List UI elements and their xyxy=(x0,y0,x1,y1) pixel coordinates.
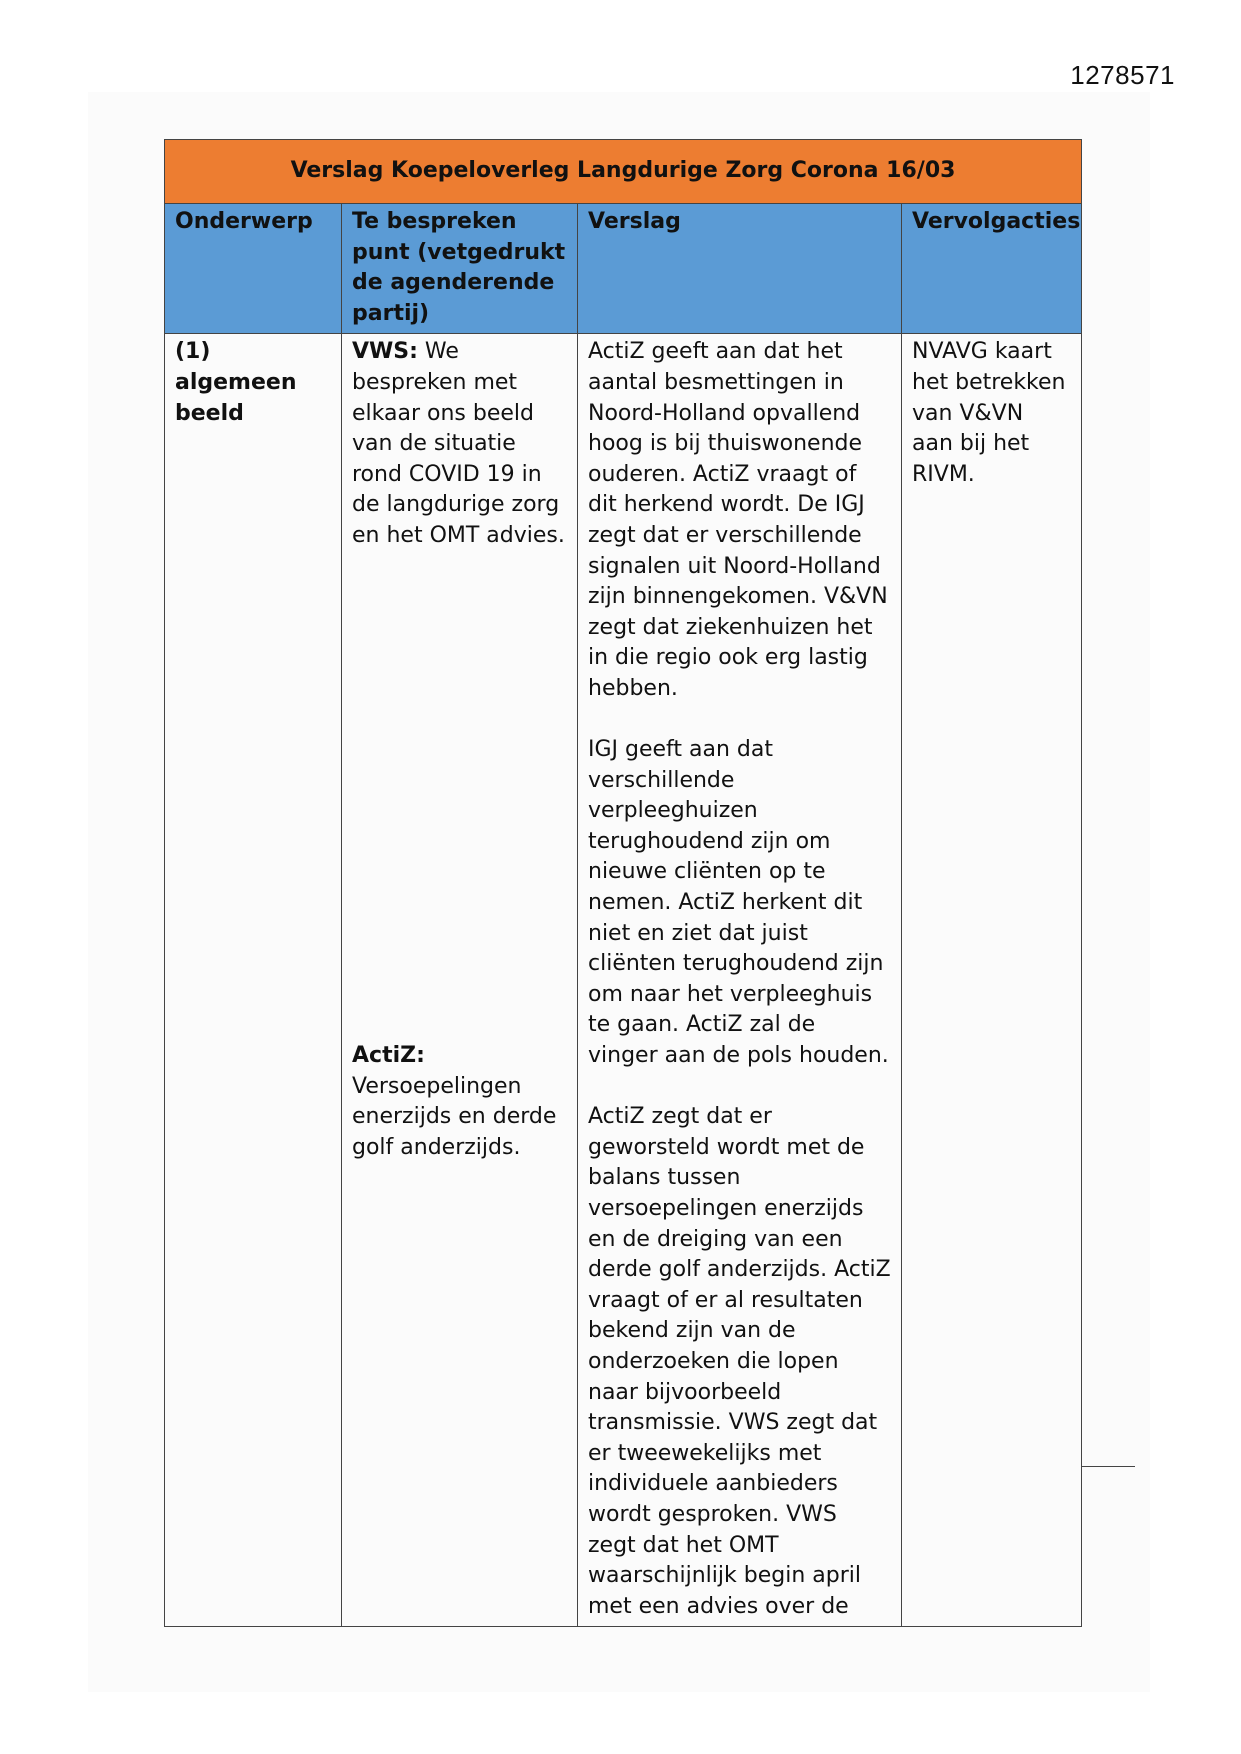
table-row xyxy=(165,334,1082,1627)
header-report: Verslag xyxy=(578,204,902,334)
minutes-table xyxy=(164,139,1082,1627)
table-title: Verslag Koepeloverleg Langdurige Zorg Corona 16/03 xyxy=(165,140,1082,204)
point-vws xyxy=(352,337,567,551)
point-text: We bespreken met elkaar ons beeld van de situatie rond COVID 19 in de langdurige zorg en het OMT advies. xyxy=(352,339,565,548)
report-paragraph: IGJ geeft aan dat verschillende verpleeghuizen terughoudend zijn om nieuwe cliënten op te nemen. ActiZ herkent dit niet en ziet dat juist cliënten terughoudend zijn om naar het verpleeghuis te gaan. ActiZ zal de vinger aan de pols houden. xyxy=(588,737,889,1069)
subject-text: (1) algemeen beeld xyxy=(175,339,297,426)
table-bottom-extension xyxy=(1081,1466,1135,1467)
point-party: ActiZ: xyxy=(352,1043,425,1069)
report-paragraph: ActiZ geeft aan dat het aantal besmettingen in Noord-Holland opvallend hoog is bij thuiswonende ouderen. ActiZ vraagt of dit herkend wordt. De IGJ zegt dat er verschillende signalen uit Noord-Holland zijn binnengekomen. V&VN zegt dat ziekenhuizen het in die regio ook erg lastig hebben. xyxy=(588,339,888,701)
actions-cell xyxy=(902,334,1082,1627)
header-points: Te bespreken punt (vetgedrukt de agenderende partij) xyxy=(342,204,578,334)
actions-text: NVAVG kaart het betrekken van V&VN aan bij het RIVM. xyxy=(912,339,1066,487)
point-actiz xyxy=(352,1041,567,1163)
report-paragraph: ActiZ zegt dat er geworsteld wordt met de balans tussen versoepelingen enerzijds en de dreiging van een derde golf anderzijds. ActiZ vraagt of er al resultaten bekend zijn van de onderzoeken die lopen naar bijvoorbeeld transmissie. VWS zegt dat er tweewekelijks met individuele aanbieders wordt gesproken. VWS zegt dat het OMT waarschijnlijk begin april met een advies over de xyxy=(588,1104,891,1619)
point-party: VWS: xyxy=(352,339,418,365)
table-header-row xyxy=(165,204,1082,334)
points-cell xyxy=(342,334,578,1627)
header-subject: Onderwerp xyxy=(165,204,342,334)
table-title-row xyxy=(165,140,1082,204)
header-actions: Vervolgacties xyxy=(902,204,1082,334)
subject-cell xyxy=(165,334,342,1627)
report-cell xyxy=(578,334,902,1627)
document-number: 1278571 xyxy=(1070,60,1175,90)
point-text: Versoepelingen enerzijds en derde golf anderzijds. xyxy=(352,1073,557,1160)
